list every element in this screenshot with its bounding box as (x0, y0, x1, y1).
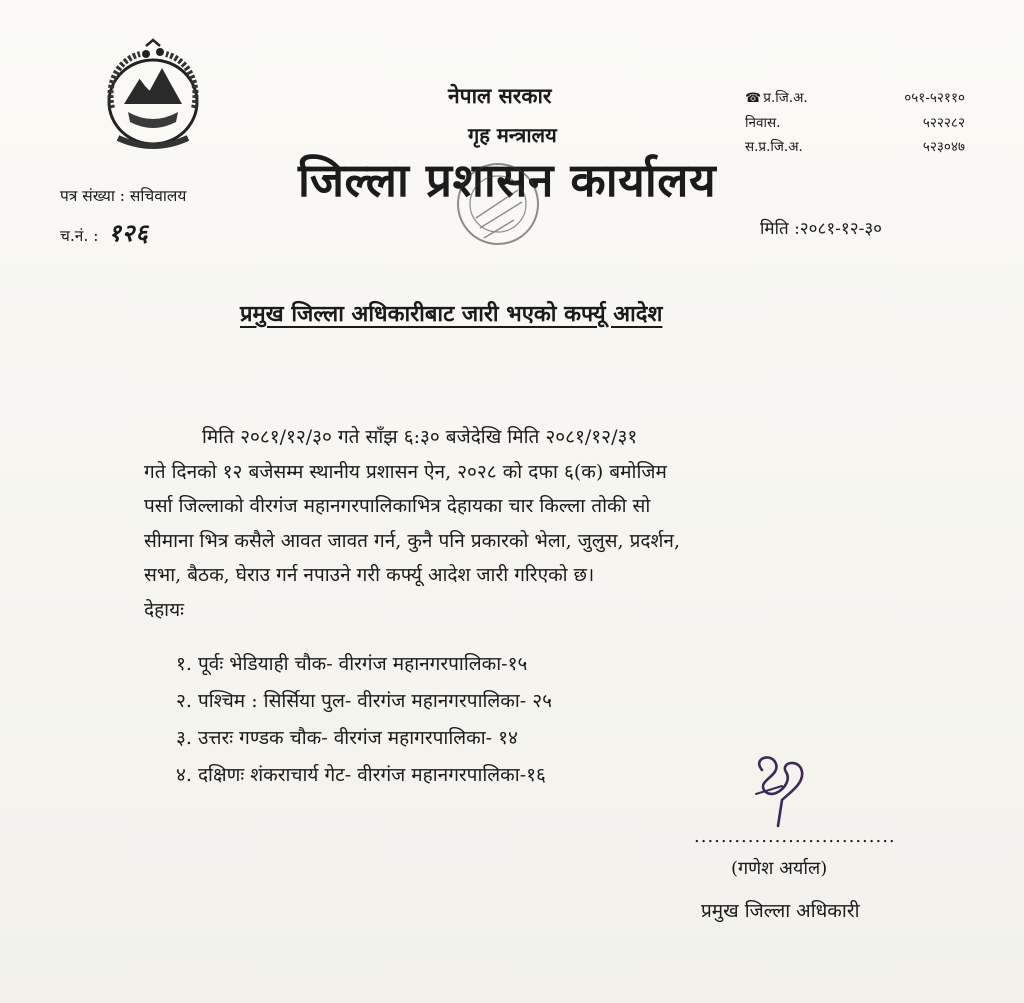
dispatch-number (60, 216, 149, 249)
body-line: मिति २०८१/१२/३० गते साँझ ६:३० बजेदेखि मिति २०८१/१२/३१ (202, 426, 638, 448)
dispatch-label: च.नं. : (60, 227, 99, 245)
contact-row (745, 135, 965, 159)
contact-row (745, 86, 965, 111)
phone-icon: ☎ (745, 91, 762, 106)
body-line: गते दिनको १२ बजेसम्म स्थानीय प्रशासन ऐन, २०२८ को दफा ६(क) बमोजिम (144, 460, 667, 483)
contact-label: निवास. (745, 115, 781, 131)
body-line: सीमाना भित्र कसैले आवत जावत गर्न, कुनै पनि प्रकारको भेला, जुलुस, प्रदर्शन, (144, 529, 681, 552)
contact-label: स.प्र.जि.अ. (745, 139, 803, 155)
ministry-name: गृह मन्त्रालय (468, 123, 557, 147)
dispatch-number-value: १२६ (108, 218, 149, 247)
subject-heading: प्रमुख जिल्ला अधिकारीबाट जारी भएको कर्फ्यू आदेश (240, 301, 663, 327)
order-body (144, 420, 879, 593)
list-item: ३. उत्तरः गण्डक चौक- वीरगंज महागरपालिका- १४ (176, 727, 518, 749)
contact-value: ०५१-५२११० (904, 90, 965, 106)
letter-date: मिति :२०८१-१२-३० (760, 219, 883, 239)
contact-value: ५२२२८२ (922, 115, 965, 131)
signer-title: प्रमुख जिल्ला अधिकारी (701, 900, 860, 922)
nepal-emblem-icon (88, 38, 218, 158)
contact-row (745, 111, 965, 135)
list-heading: देहायः (144, 599, 184, 621)
list-item: २. पश्चिम : सिर्सिया पुल- वीरगंज महानगरपालिका- २५ (176, 690, 553, 712)
office-seal-icon (436, 158, 556, 258)
list-item: ४. दक्षिणः शंकराचार्य गेट- वीरगंज महानगरपालिका-१६ (176, 764, 546, 786)
contact-value: ५२३०४७ (922, 139, 965, 155)
body-line: सभा, बैठक, घेराउ गर्न नपाउने गरी कर्फ्यू आदेश जारी गरिएको छ। (144, 564, 595, 586)
office-title: जिल्ला प्रशासन कार्यालय (298, 153, 717, 207)
signer-name: (गणेश अर्याल) (731, 858, 828, 879)
letter-number: पत्र संख्या : सचिवालय (60, 187, 187, 205)
boundary-list (176, 646, 552, 794)
signature-icon (742, 750, 814, 828)
contact-label: प्र.जि.अ. (763, 90, 808, 106)
government-name: नेपाल सरकार (448, 83, 552, 108)
signature-line: .............................. (694, 826, 896, 847)
body-line: पर्सा जिल्लाको वीरगंज महानगरपालिकाभित्र देहायका चार किल्ला तोकी सो (144, 495, 651, 517)
contact-numbers (745, 86, 965, 159)
list-item: १. पूर्वः भेडियाही चौक- वीरगंज महानगरपालिका-१५ (176, 653, 528, 675)
